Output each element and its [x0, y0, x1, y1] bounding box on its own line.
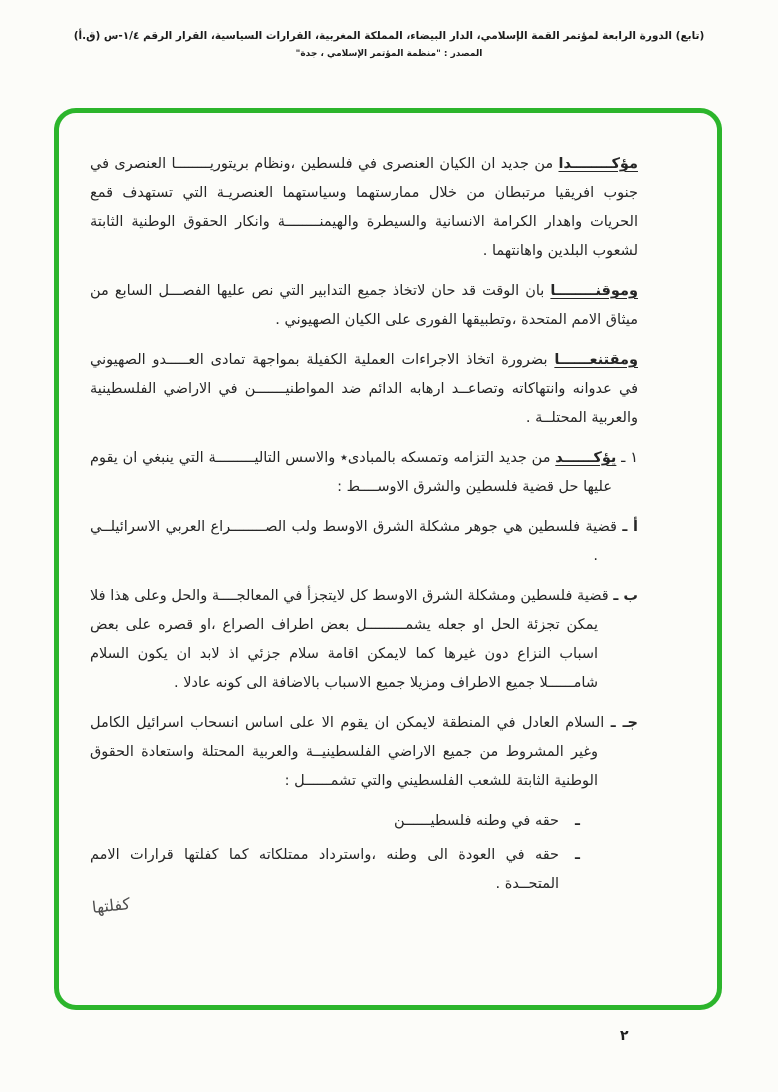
subitem-c [90, 709, 638, 796]
subitem-marker: جـ ـ [610, 715, 638, 731]
subitem-text: قضية فلسطين ومشكلة الشرق الاوسط كل لايتجزأ في المعالجــــة والحل وعلى هذا فلا يمكن تجزئة الحل او جعله يشمـــــــــل بعض اطراف الصراع ،او قصره على بعض اسباب النزاع دون غيرها كما لايمكن اقامة سلام جزئي اذ لابد ان يكون السلام شامــــــلا جميع الاطراف ومزيلا جميع الاسباب بالاضافة الى كونه عادلا . [90, 588, 609, 691]
item-lead-word: يؤكــــــد [555, 450, 617, 466]
paragraph-affirming [90, 150, 638, 266]
paragraph-text: بضرورة اتخاذ الاجراءات العملية الكفيلة بمواجهة تمادى العـــــدو الصهيوني في عدوانه وانتهاكاته وتصاعــد ارهابه الدائم ضد المواطنيـــــــن في الاراضي الفلسطينية والعربية المحتلــة . [90, 352, 638, 426]
list-item [90, 841, 638, 899]
header-source-line: (تابع) الدورة الرابعة لمؤتمر القمة الإسلامي، الدار البيضاء، المملكة المغربية، القرارات السياسية، القرار الرقم ١/٤-س (ق.أ) [73, 30, 705, 42]
item-number: ١ ـ [621, 450, 639, 466]
document-header [0, 30, 778, 59]
subitem-text: السلام العادل في المنطقة لايمكن ان يقوم الا على اساس انسحاب اسرائيل الكامل وغير المشروط من جميع الاراضي الفلسطينيــة والعربية المحتلة واستعادة الحقوق الوطنية الثابتة للشعب الفلسطيني والتي تشمــــــل : [90, 715, 605, 789]
paragraph-lead-word: مؤكــــــــدا [558, 156, 638, 172]
handwritten-annotation: كفلتها [91, 894, 131, 917]
bullet-dash: ـ [575, 813, 580, 829]
numbered-item-1 [90, 444, 638, 502]
list-item-text: حقه في العودة الى وطنه ،واسترداد ممتلكاته كما كفلتها قرارات الامم المتحــدة . [90, 847, 560, 892]
subitem-marker: ب ـ [613, 588, 639, 604]
paragraph-convinced-time [90, 277, 638, 335]
subitem-b [90, 582, 638, 698]
subitem-marker: أ ـ [622, 519, 638, 535]
bullet-dash: ـ [575, 847, 580, 863]
paragraph-text: من جديد ان الكيان العنصرى في فلسطين ،ونظام بريتوريــــــــا العنصرى في جنوب افريقيا مرتبطان من خلال ممارستهما وسياستهما العنصريـة التي تستهدف قمع الحريات واهدار الكرامة الانسانية والسيطرة والهيمنــــــــة وانكار الحقوق الوطنية الثابتة لشعوب البلدين واهانتهما . [90, 156, 638, 259]
item-text: من جديد التزامه وتمسكه بالمبادى٭ والاسس التاليـــــــــة التي ينبغي ان يقوم عليها حل قضية فلسطين والشرق الاوســــط : [90, 450, 612, 495]
subitem-text: قضية فلسطين هي جوهر مشكلة الشرق الاوسط ولب الصــــــــراع العربي الاسرائيلــي . [90, 519, 617, 564]
paragraph-lead-word: ومقتنعــــــا [554, 352, 638, 368]
page-number: ٢ [620, 1028, 629, 1044]
list-item [90, 807, 638, 836]
list-item-text: حقه في وطنه فلسطيــــــن [393, 813, 560, 829]
subitem-a [90, 513, 638, 571]
rights-list [90, 807, 638, 899]
paragraph-lead-word: وموقنــــــــا [550, 283, 638, 299]
paragraph-convinced-measures [90, 346, 638, 433]
paragraph-text: بان الوقت قد حان لاتخاذ جميع التدابير التي نص عليها الفصـــل السابع من ميثاق الامم المتحدة ،وتطبيقها الفورى على الكيان الصهيوني . [90, 283, 638, 328]
document-body [90, 150, 638, 904]
header-publisher-line: المصدر : "منظمة المؤتمر الإسلامي ، جدة" [295, 49, 483, 59]
